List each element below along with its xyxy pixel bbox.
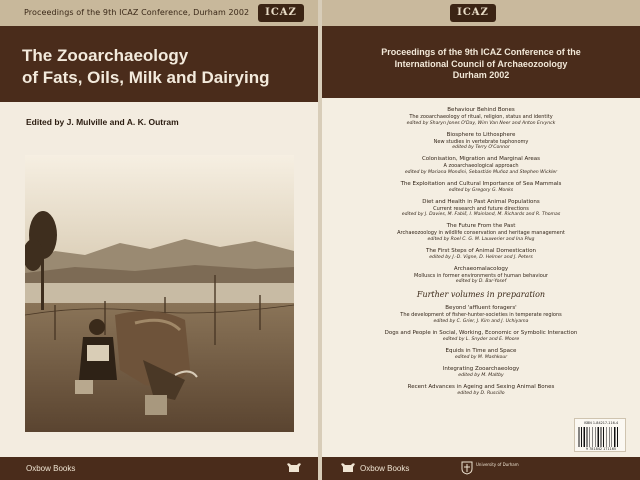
volume-subtitle: Current research and future directions [433, 205, 529, 212]
volume-entry [340, 199, 622, 219]
editors: Edited by J. Mulville and A. K. Outram [26, 117, 179, 127]
published-volumes [340, 107, 622, 285]
volume-entry [340, 305, 622, 325]
volume-entry [340, 330, 622, 343]
front-bottom-bar [0, 457, 318, 480]
back-top-bar [322, 0, 640, 26]
publisher-name: Oxbow Books [26, 464, 76, 473]
volume-title: Equids in Time and Space [445, 347, 517, 354]
oxbow-ox-icon-back [340, 462, 356, 474]
volume-editors: edited by M. Mashkour [454, 354, 508, 360]
volume-entry [340, 223, 622, 243]
volume-title: Beyond 'affluent foragers' [445, 305, 517, 311]
university-name: University of Durham [476, 462, 519, 467]
cover-photo [25, 155, 294, 432]
volume-entry [340, 266, 622, 286]
back-heading [322, 47, 640, 82]
volume-editors: edited by D. Ruscillo [457, 390, 505, 396]
back-heading-line-1: Proceedings of the 9th ICAZ Conference of the [381, 47, 581, 57]
volume-title: Behaviour Behind Bones [447, 107, 515, 113]
volume-title: The Future From the Past [446, 223, 516, 229]
volume-editors: edited by Sharyn Jones O'Day, Wim Van Neer and Anton Ervynck [406, 120, 556, 126]
volume-entry [340, 107, 622, 127]
volume-editors: edited by J.-D. Vigne, D. Helmer and J. Peters [429, 254, 533, 260]
volume-list [340, 107, 622, 402]
volume-entry [340, 156, 622, 176]
volume-editors: edited by Gregory G. Monks [448, 187, 514, 193]
title-band [0, 26, 318, 102]
front-top-bar [0, 0, 318, 26]
volume-entry [340, 181, 622, 194]
back-heading-line-3: Durham 2002 [452, 70, 510, 80]
volume-entry [340, 384, 622, 397]
volume-subtitle: The zooarchaeology of ritual, religion, status and identity [409, 114, 553, 120]
volume-entry [340, 348, 622, 361]
volume-editors: edited by Roel C. G. M. Lauwerier and Ina Plug [427, 236, 535, 242]
back-heading-line-2: International Council of Archaeozoology [394, 58, 568, 69]
volume-editors: edited by D. Bar-Yosef [455, 279, 507, 284]
university-crest-icon [460, 461, 474, 475]
volume-editors: edited by Mariana Mondini, Sebastián Muñoz and Stephen Wickler [404, 169, 558, 175]
barcode [574, 418, 626, 452]
volume-subtitle: A zooarchaeological approach [443, 163, 519, 169]
back-cover [322, 0, 640, 480]
volume-entry [340, 248, 622, 261]
volume-editors: edited by M. Maltby [458, 372, 504, 378]
cover-photo-image [25, 155, 294, 432]
volume-editors: edited by Terry O'Connor [452, 145, 510, 150]
icaz-logo: ICAZ [258, 4, 304, 22]
volume-editors: edited by L. Snyder and E. Moore [442, 336, 520, 342]
volume-title: Colonisation, Migration and Marginal Areas [421, 156, 541, 162]
back-heading-band [322, 26, 640, 98]
volume-subtitle: The development of fisher-hunter-societies in temperate regions [400, 312, 562, 318]
volume-subtitle: New studies in vertebrate taphonomy [433, 138, 529, 145]
front-cover [0, 0, 318, 480]
volume-title: Archaeomalacology [453, 265, 509, 272]
isbn: ISBN 1-84217-116-4 [583, 421, 619, 425]
volume-title: Diet and Health in Past Animal Populations [422, 198, 540, 205]
volume-editors: edited by J. Davies, M. Fabiš, I. Mainland, M. Richards and R. Thomas [401, 212, 561, 217]
prep-volumes [340, 305, 622, 397]
volume-title: The Exploitation and Cultural Importance of Sea Mammals [400, 180, 562, 187]
volume-subtitle: Molluscs in former environments of human behaviour [414, 272, 548, 279]
series-line: Proceedings of the 9th ICAZ Conference, Durham 2002 [24, 8, 250, 17]
volume-entry [340, 366, 622, 379]
icaz-logo-back: ICAZ [450, 4, 496, 22]
volume-title: Recent Advances in Ageing and Sexing Animal Bones [407, 383, 555, 390]
title-line-2: of Fats, Oils, Milk and Dairying [22, 68, 270, 87]
volume-title: Integrating Zooarchaeology [442, 365, 520, 372]
publisher-name-back: Oxbow Books [360, 464, 410, 473]
volume-entry [340, 132, 622, 152]
oxbow-ox-icon [286, 462, 302, 474]
title-line-1: The Zooarchaeology [22, 46, 189, 65]
book-title [22, 45, 302, 89]
volume-title: Dogs and People in Social, Working, Economic or Symbolic Interaction [384, 329, 578, 336]
volume-editors: edited by C. Grier, J. Kim and J. Uchiyama [433, 318, 529, 324]
back-bottom-bar [322, 457, 640, 480]
volume-title: The First Steps of Animal Domestication [425, 247, 537, 254]
prep-heading: Further volumes in preparation [416, 290, 546, 299]
volume-subtitle: Archaeozoology in wildlife conservation and heritage management [397, 230, 565, 236]
volume-title: Biosphere to Lithosphere [446, 131, 516, 138]
barcode-bars-icon [578, 427, 624, 447]
barcode-number: 9 781842 171165 [585, 447, 617, 451]
